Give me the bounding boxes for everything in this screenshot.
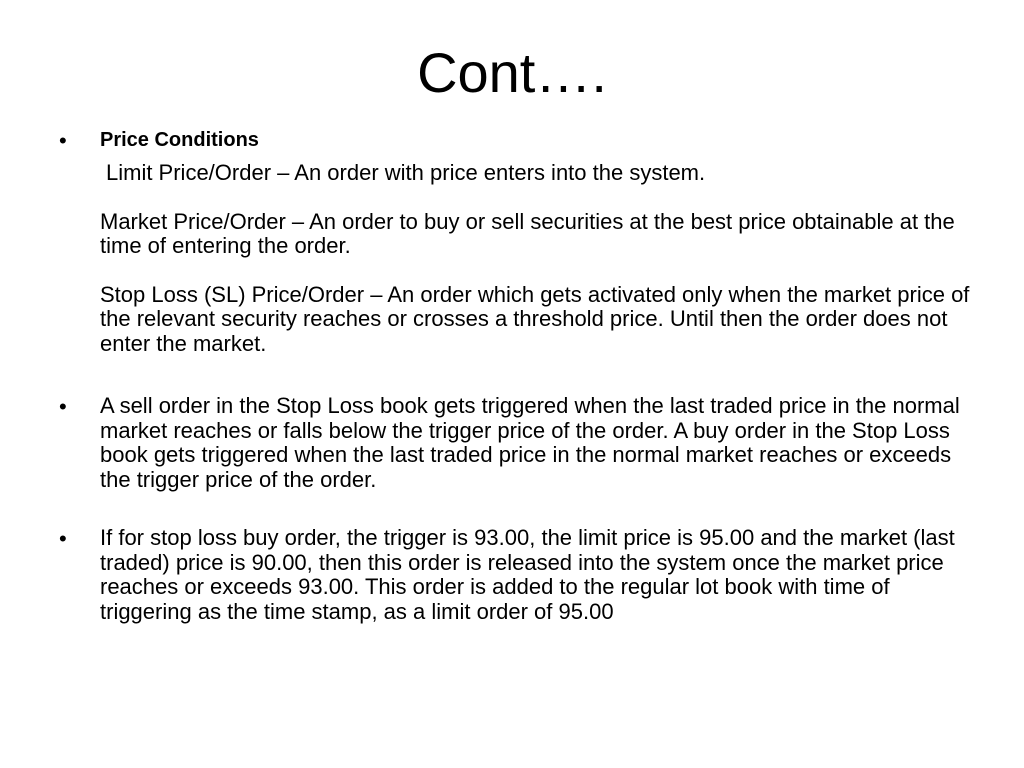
bullet-marker: • — [59, 394, 67, 419]
bullet-heading: Price Conditions — [100, 129, 259, 151]
bullet-marker: • — [59, 128, 67, 153]
bullet-text: If for stop loss buy order, the trigger is 93.00, the limit price is 95.00 and the market (last traded) price is 90.00, then this order is released into the system once the market price reaches or exceeds 93.00. This order is added to the regular lot book with time of triggering as the time stamp, as a limit order of 95.00 — [100, 525, 955, 624]
bullet-body — [100, 128, 972, 356]
bullet-marker: • — [59, 526, 67, 551]
slide-title: Cont…. — [417, 41, 607, 104]
bullet-price-conditions — [0, 128, 1024, 356]
bullet-list — [0, 128, 1024, 624]
bullet-sell-order-trigger — [0, 394, 1024, 492]
bullet-stop-loss-example — [0, 526, 1024, 624]
stop-loss-price-order-text: Stop Loss (SL) Price/Order – An order which gets activated only when the market price of the relevant security reaches or crosses a threshold price. Until then the order does not enter the market. — [100, 281, 970, 356]
market-price-order-text: Market Price/Order – An order to buy or sell securities at the best price obtainable at the time of entering the order. — [100, 208, 955, 258]
limit-price-order-text: Limit Price/Order – An order with price enters into the system. — [106, 160, 706, 185]
bullet-text: A sell order in the Stop Loss book gets triggered when the last traded price in the normal market reaches or falls below the trigger price of the order. A buy order in the Stop Loss book gets triggered when the last traded price in the normal market reaches or exceeds the trigger price of the order. — [100, 393, 960, 492]
